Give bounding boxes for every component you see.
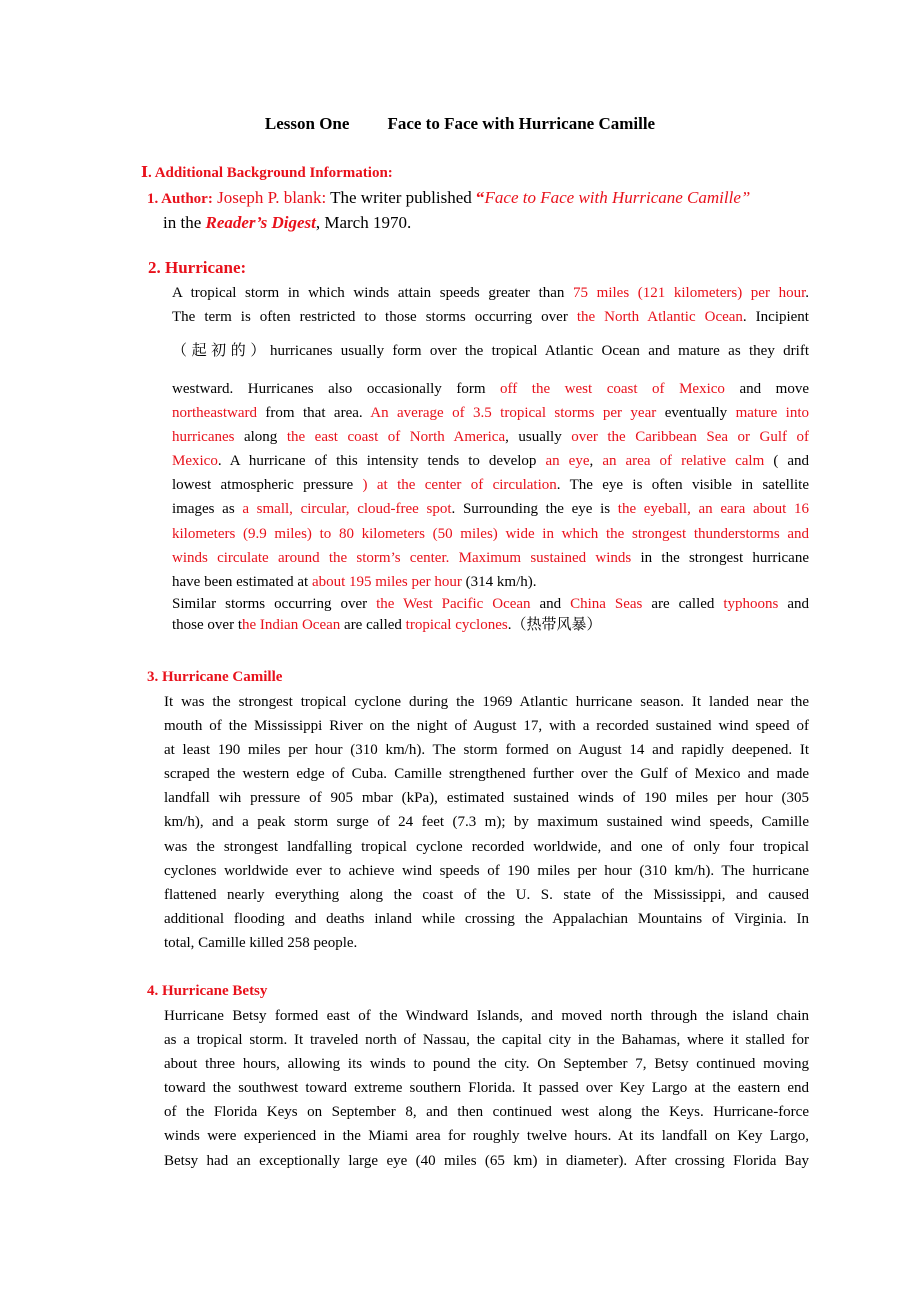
text-run: are called: [651, 596, 724, 612]
text-run: an eye: [545, 453, 590, 470]
text-run: off the west coast of Mexico: [500, 381, 725, 397]
text-run: he Indian Ocean: [241, 617, 341, 633]
text-run: have been estimated at: [172, 573, 312, 590]
text-line: as a tropical storm. It traveled north of Nassau, the capital city in the Bahamas, where it stalled for: [164, 1032, 809, 1049]
text-run: images as: [172, 501, 243, 518]
text-run: over the Caribbean Sea or Gulf of: [571, 429, 810, 446]
betsy-heading: 4. Hurricane Betsy: [147, 983, 268, 999]
text-run: 75 miles (121 kilometers) per hour: [573, 285, 806, 301]
text-line: flattened nearly everything along the coast of the U. S. state of the Mississippi, and caused: [164, 886, 809, 903]
text-line: cyclones worldwide ever to achieve wind speeds of 190 miles per hour (310 km/h). The hurricane: [164, 862, 809, 879]
text-line: scraped the western edge of Cuba. Camille strengthened further over the Gulf of Mexico and made: [164, 766, 809, 783]
text-run: The term is often restricted to those storms occurring over: [172, 309, 577, 326]
text-run: the West Pacific Ocean: [376, 596, 531, 612]
text-run: lowest atmospheric pressure: [172, 477, 363, 494]
text-line: at least 190 miles per hour (310 km/h). The storm formed on August 14 and rapidly deepened. It: [164, 742, 809, 759]
text-line: Hurricane Betsy formed east of the Windward Islands, and moved north through the island chain: [164, 1008, 809, 1024]
hurricane-heading: 2. Hurricane:: [148, 258, 247, 277]
author-text-1: The writer published: [326, 188, 477, 207]
text-run: typhoons: [723, 596, 779, 612]
text-run: . A hurricane of this intensity tends to develop: [217, 453, 546, 470]
text-run: ( and: [773, 453, 810, 470]
lesson-title: [0, 114, 920, 134]
text-line: kilometers (9.9 miles) to 80 kilometers (50 miles) wide in which the strongest thunderstorms and: [172, 525, 809, 542]
author-label: 1. Author:: [147, 191, 213, 207]
text-run: , usually: [505, 429, 572, 446]
text-line: mouth of the Mississippi River on the night of August 17, with a recorded sustained wind speed of: [164, 718, 809, 735]
hurricane-paragraph-part-3: [172, 377, 809, 594]
text-run: Similar storms occurring over: [172, 596, 377, 612]
text-run: . Surrounding the eye is: [451, 501, 618, 518]
text-line: additional flooding and deaths inland while crossing the Appalachian Mountains of Virginia. In: [164, 910, 809, 927]
text-run: northeastward: [172, 405, 257, 422]
magazine-name: Reader’s Digest: [205, 213, 316, 232]
text-line: toward the southwest toward extreme southern Florida. It passed over Key Largo at the eastern end: [164, 1080, 809, 1097]
text-line: landfall wih pressure of 905 mbar (kPa), estimated sustained winds of 190 miles per hour (305: [164, 790, 809, 807]
text-run: ,: [589, 453, 603, 470]
text-run: about 195 miles per hour: [311, 573, 462, 590]
text-run: an area of relative calm: [602, 453, 765, 470]
text-run: . Incipient: [742, 309, 809, 326]
lesson-number: Lesson One: [264, 114, 350, 133]
text-run: are called: [340, 617, 406, 633]
text-run: and move: [739, 381, 809, 397]
text-run: China Seas: [570, 596, 643, 612]
lesson-name: Face to Face with Hurricane Camille: [387, 114, 656, 133]
text-line: km/h), and a peak storm surge of 24 feet (7.3 m); by maximum sustained wind speeds, Camille: [164, 814, 809, 831]
text-run: in the strongest hurricane: [640, 549, 810, 566]
text-run: the eyeball, an eara about 16: [617, 501, 810, 518]
author-name: Joseph P. blank:: [217, 188, 327, 207]
author-text-2: in the: [163, 213, 206, 232]
text-run: A tropical storm in which winds attain speeds greater than: [172, 285, 574, 301]
text-line: （起初的）hurricanes usually form over the tropical Atlantic Ocean and mature as they drift: [172, 343, 809, 359]
text-run: .: [805, 285, 809, 301]
text-run: along: [243, 429, 287, 446]
work-title: Face to Face with Hurricane Camille”: [484, 188, 751, 207]
text-run: those over t: [172, 617, 242, 633]
text-run: (314 km/h).: [461, 573, 537, 590]
text-line: Betsy had an exceptionally large eye (40 miles (65 km) in diameter). After crossing Florida Bay: [164, 1152, 809, 1169]
text-run: and: [539, 596, 571, 612]
text-line: total, Camille killed 258 people.: [164, 934, 358, 951]
text-line: of the Florida Keys on September 8, and then continued west along the Keys. Hurricane-force: [164, 1104, 809, 1121]
text-line: winds were experienced in the Miami area for roughly twelve hours. At its landfall on Key Largo,: [164, 1128, 809, 1145]
hurricane-paragraph-part-1: [172, 281, 809, 329]
text-run: winds circulate around the storm’s center. Maximum sustained winds: [172, 549, 632, 566]
text-run: .（热带风暴）: [507, 617, 602, 633]
text-run: An average of 3.5 tropical storms per year: [370, 405, 657, 422]
text-run: tropical cyclones: [405, 617, 508, 633]
hurricane-paragraph-part-4: [172, 594, 809, 636]
text-line: It was the strongest tropical cyclone during the 1969 Atlantic hurricane season. It landed near the: [164, 694, 809, 710]
text-run: westward. Hurricanes also occasionally form: [172, 381, 501, 397]
author-text-3: , March 1970.: [315, 213, 412, 232]
quote-open: “: [476, 188, 485, 207]
text-run: eventually: [664, 405, 736, 422]
author-paragraph: [147, 186, 817, 235]
text-run: and: [787, 596, 810, 612]
text-run: hurricanes: [172, 429, 235, 446]
camille-heading: 3. Hurricane Camille: [147, 669, 283, 685]
text-run: Mexico: [172, 453, 218, 470]
text-run: a small, circular, cloud-free spot: [242, 501, 452, 518]
camille-paragraph: [164, 690, 809, 955]
text-run: the east coast of North America: [286, 429, 506, 446]
text-run: mature into: [735, 405, 810, 422]
text-run: the North Atlantic Ocean: [576, 309, 743, 326]
text-run: ) at the center of circulation: [362, 477, 557, 494]
text-line: about three hours, allowing its winds to pound the city. On September 7, Betsy continued moving: [164, 1056, 809, 1073]
text-run: . The eye is often visible in satellite: [556, 477, 809, 494]
text-line: was the strongest landfalling tropical cyclone recorded worldwide, and one of only four tropical: [164, 838, 809, 855]
text-run: from that area.: [265, 405, 371, 422]
hurricane-paragraph-part-2: [172, 339, 809, 363]
section-heading-background: Ⅰ. Additional Background Information:: [141, 165, 393, 181]
betsy-paragraph: [164, 1004, 809, 1173]
